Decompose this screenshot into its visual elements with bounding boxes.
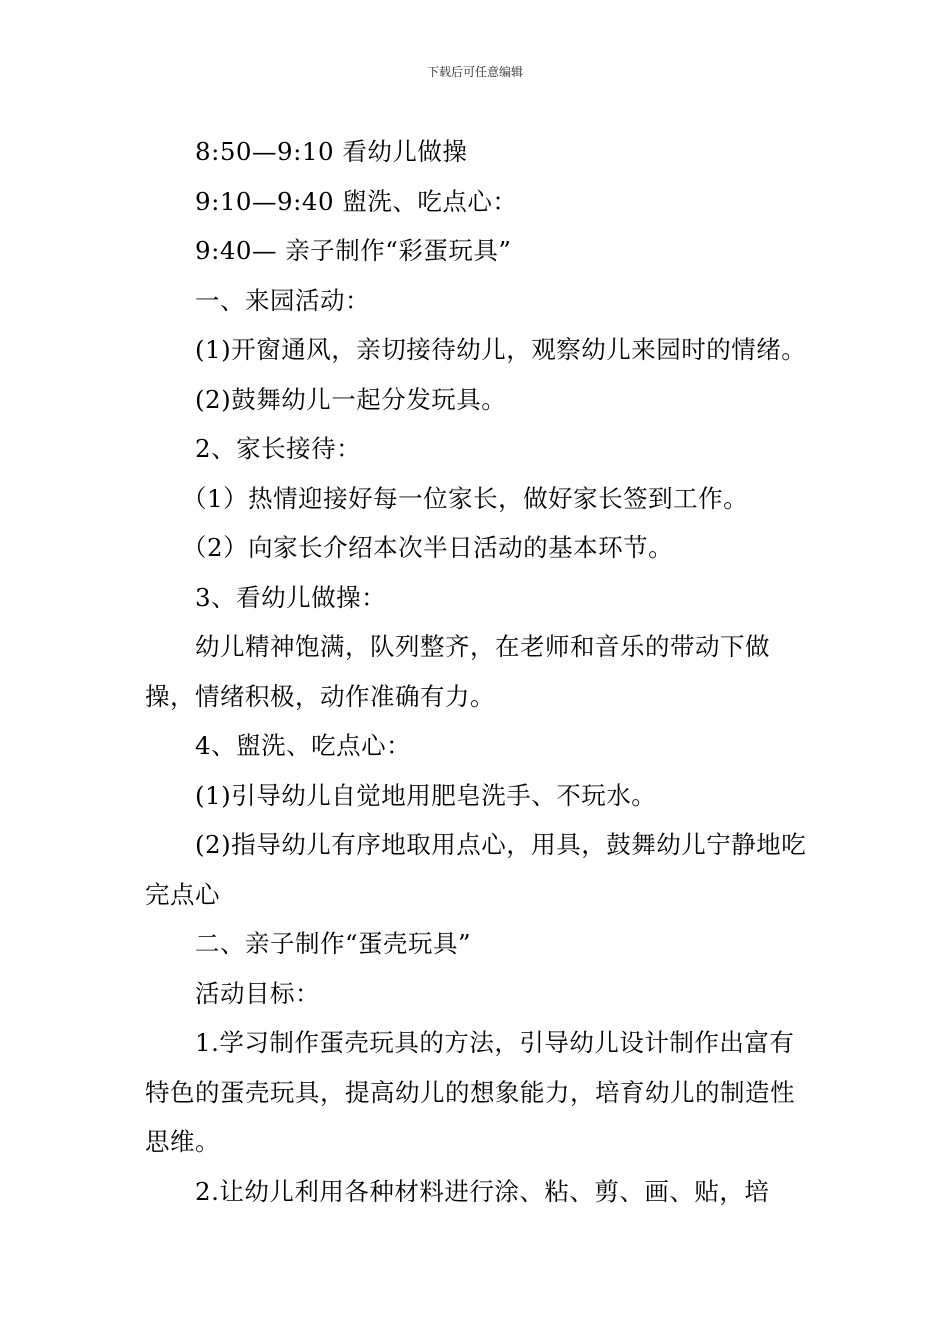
- paragraph: （2）向家长介绍本次半日活动的基本环节。: [182, 533, 674, 562]
- paragraph: 9:10—9:40 盥洗、吃点心：: [195, 186, 518, 216]
- section-heading: 一、来园活动：: [195, 285, 370, 315]
- paragraph: (2)鼓舞幼儿一起分发玩具。: [195, 384, 507, 414]
- document-body: [145, 127, 810, 1216]
- page-header: 下载后可任意编辑: [426, 65, 523, 79]
- section-heading: 4、盥洗、吃点心：: [195, 731, 412, 760]
- section-heading: 活动目标：: [195, 978, 320, 1008]
- paragraph: 9:40— 亲子制作“彩蛋玩具”: [195, 236, 512, 265]
- paragraph: 2.让幼儿利用各种材料进行涂、粘、剪、画、贴，培: [195, 1176, 770, 1206]
- paragraph: (1)开窗通风，亲切接待幼儿，观察幼儿来园时的情绪。: [195, 335, 807, 364]
- paragraph: 幼儿精神饱满，队列整齐，在老师和音乐的带动下做操，情绪积极，动作准确有力。: [145, 632, 770, 711]
- section-heading: 二、亲子制作“蛋壳玩具”: [195, 929, 472, 958]
- paragraph: 1.学习制作蛋壳玩具的方法，引导幼儿设计制作出富有特色的蛋壳玩具，提高幼儿的想象能力，培育幼儿的制造性思维。: [145, 1028, 795, 1156]
- paragraph: 8:50—9:10 看幼儿做操: [195, 137, 468, 166]
- paragraph: (1)引导幼儿自觉地用肥皂洗手、不玩水。: [195, 780, 657, 810]
- paragraph: （1）热情迎接好每一位家长，做好家长签到工作。: [182, 483, 749, 513]
- paragraph: (2)指导幼儿有序地取用点心，用具，鼓舞幼儿宁静地吃完点心: [145, 830, 807, 909]
- section-heading: 3、看幼儿做操：: [195, 582, 387, 612]
- section-heading: 2、家长接待：: [195, 434, 362, 463]
